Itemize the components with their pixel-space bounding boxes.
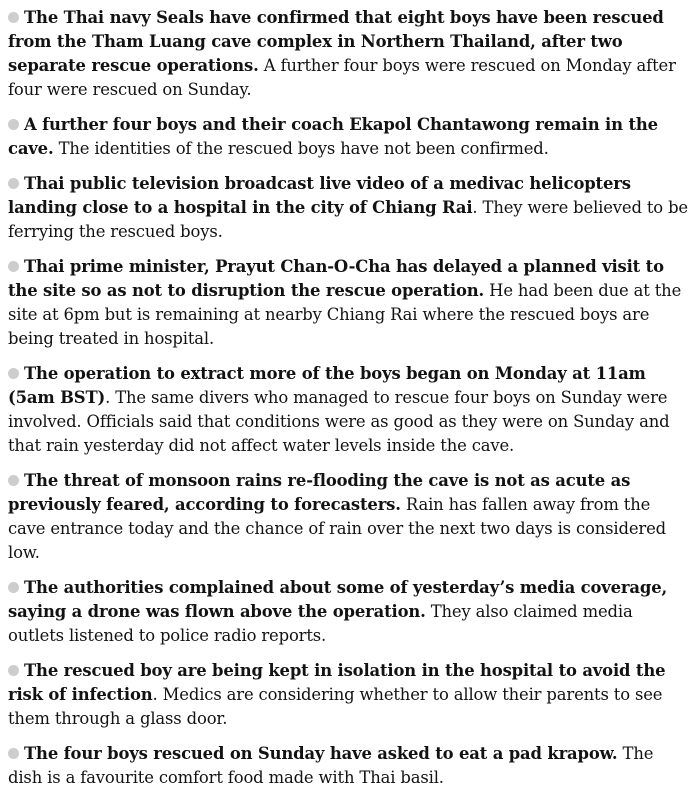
summary-lead: Thai public television broadcast live video of a medivac helicopters landing close to a hospital in the city of Chiang Rai: [8, 174, 631, 217]
summary-body: He had been due at the site at 6pm but is remaining at nearby Chiang Rai where the rescued boys are being treated in hospital.: [8, 281, 682, 348]
summary-body: . They were believed to be ferrying the rescued boys.: [8, 198, 688, 241]
summary-item: [8, 576, 689, 648]
bullet-icon: [8, 748, 19, 759]
summary-item: [8, 659, 689, 731]
summary-lead: The threat of monsoon rains re-flooding the cave is not as acute as previously feared, according to forecasters.: [8, 471, 631, 514]
summary-lead: The operation to extract more of the boys began on Monday at 11am (5am BST): [8, 364, 646, 407]
summary-item: [8, 362, 689, 458]
summary-item: [8, 255, 689, 351]
summary-item: [8, 6, 689, 102]
summary-lead: The four boys rescued on Sunday have asked to eat a pad krapow.: [24, 744, 618, 763]
bullet-icon: [8, 178, 19, 189]
summary-body: They also claimed media outlets listened to police radio reports.: [8, 602, 633, 645]
summary-item: [8, 113, 689, 161]
bullet-icon: [8, 582, 19, 593]
summary-body: . The same divers who managed to rescue four boys on Sunday were involved. Officials said that conditions were as good as they were on Sunday and that rain yesterday did not affect water levels inside the cave.: [8, 388, 670, 455]
summary-lead: The Thai navy Seals have confirmed that eight boys have been rescued from the Tham Luang cave complex in Northern Thailand, after two separate rescue operations.: [8, 8, 664, 75]
summary-item: [8, 742, 689, 790]
summary-body: Rain has fallen away from the cave entrance today and the chance of rain over the next two days is considered low.: [8, 495, 666, 562]
summary-body: A further four boys were rescued on Monday after four were rescued on Sunday.: [8, 56, 676, 99]
summary-item: [8, 469, 689, 565]
bullet-icon: [8, 119, 19, 130]
summary-body: . Medics are considering whether to allow their parents to see them through a glass door.: [8, 685, 663, 728]
bullet-icon: [8, 475, 19, 486]
summary-lead: The rescued boy are being kept in isolation in the hospital to avoid the risk of infection: [8, 661, 666, 704]
summary-lead: The authorities complained about some of yesterday’s media coverage, saying a drone was flown above the operation.: [8, 578, 668, 621]
summary-lead: A further four boys and their coach Ekapol Chantawong remain in the cave.: [8, 115, 658, 158]
bullet-icon: [8, 665, 19, 676]
summary-body: The dish is a favourite comfort food made with Thai basil.: [8, 744, 654, 787]
bullet-icon: [8, 12, 19, 23]
summary-item: [8, 172, 689, 244]
summary-lead: Thai prime minister, Prayut Chan-O-Cha has delayed a planned visit to the site so as not to disruption the rescue operation.: [8, 257, 664, 300]
bullet-icon: [8, 261, 19, 272]
bullet-icon: [8, 368, 19, 379]
summary-body: The identities of the rescued boys have not been confirmed.: [53, 139, 549, 158]
